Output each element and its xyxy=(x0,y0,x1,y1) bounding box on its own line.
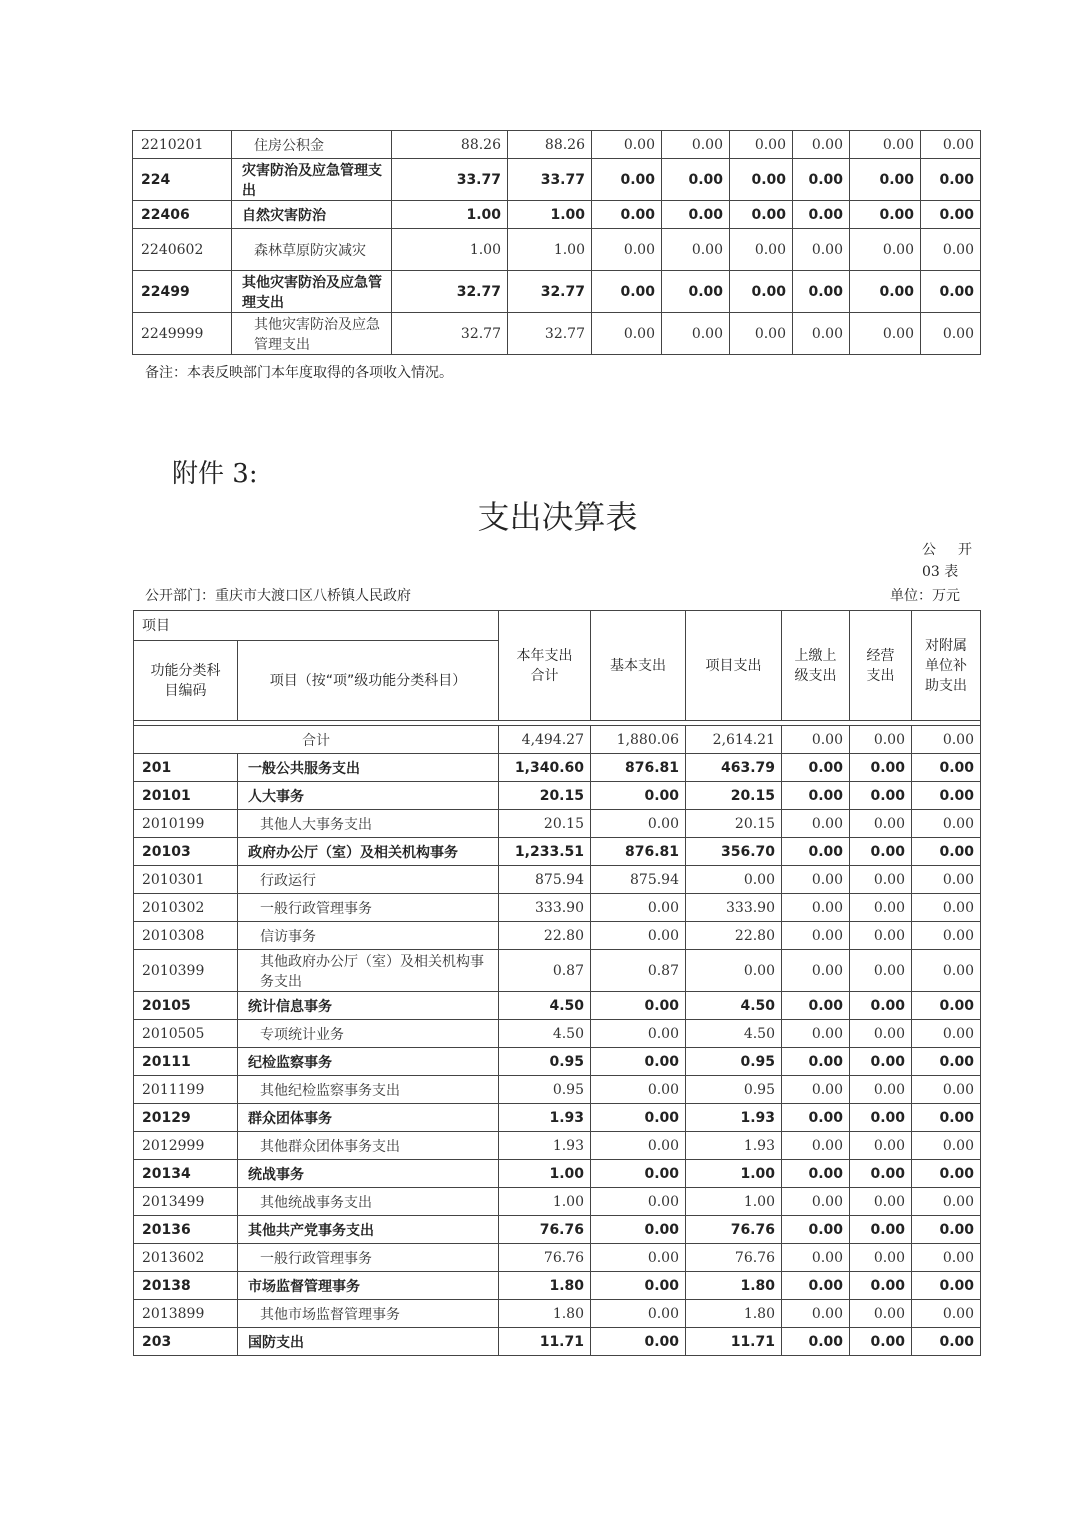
value-cell: 0.00 xyxy=(912,1048,981,1076)
value-cell: 1.93 xyxy=(499,1132,591,1160)
header-project-expenditure: 项目支出 xyxy=(686,611,782,721)
table-row xyxy=(134,1216,981,1244)
value-cell: 0.00 xyxy=(591,992,686,1020)
value-cell: 20.15 xyxy=(686,782,782,810)
value-cell: 0.00 xyxy=(921,271,981,313)
value-cell: 0.00 xyxy=(730,229,793,271)
header-upper-level: 上缴上级支出 xyxy=(782,611,850,721)
value-cell: 0.95 xyxy=(499,1076,591,1104)
value-cell: 0.00 xyxy=(912,1020,981,1048)
value-cell: 1,340.60 xyxy=(499,754,591,782)
value-cell: 0.00 xyxy=(591,1048,686,1076)
value-cell: 32.77 xyxy=(392,313,508,355)
value-cell: 0.00 xyxy=(921,201,981,229)
value-cell: 0.00 xyxy=(591,894,686,922)
table-row xyxy=(134,1244,981,1272)
table-row xyxy=(134,754,981,782)
code-cell: 2013602 xyxy=(134,1244,238,1272)
value-cell: 0.00 xyxy=(793,201,850,229)
code-cell: 22406 xyxy=(133,201,232,229)
value-cell: 0.00 xyxy=(793,131,850,159)
header-project: 项目 xyxy=(134,611,499,641)
value-cell: 0.00 xyxy=(912,1300,981,1328)
table-row xyxy=(134,1188,981,1216)
code-cell: 2240602 xyxy=(133,229,232,271)
value-cell: 1,233.51 xyxy=(499,838,591,866)
name-cell: 专项统计业务 xyxy=(238,1020,499,1048)
value-cell: 0.87 xyxy=(499,950,591,992)
value-cell: 0.00 xyxy=(850,1188,912,1216)
value-cell: 0.00 xyxy=(591,922,686,950)
table-row xyxy=(134,1328,981,1356)
code-cell: 2010301 xyxy=(134,866,238,894)
code-cell: 2013499 xyxy=(134,1188,238,1216)
name-cell: 自然灾害防治 xyxy=(232,201,392,229)
value-cell: 0.00 xyxy=(782,1300,850,1328)
value-cell: 0.00 xyxy=(782,1076,850,1104)
value-cell: 76.76 xyxy=(686,1244,782,1272)
value-cell: 0.00 xyxy=(782,1328,850,1356)
value-cell: 0.00 xyxy=(850,271,921,313)
name-cell: 一般公共服务支出 xyxy=(238,754,499,782)
value-cell: 11.71 xyxy=(499,1328,591,1356)
table-row xyxy=(133,271,981,313)
name-cell: 灾害防治及应急管理支出 xyxy=(232,159,392,201)
value-cell: 0.00 xyxy=(912,1328,981,1356)
value-cell: 0.00 xyxy=(850,201,921,229)
value-cell: 11.71 xyxy=(686,1328,782,1356)
code-cell: 20134 xyxy=(134,1160,238,1188)
value-cell: 0.00 xyxy=(850,1244,912,1272)
value-cell: 0.95 xyxy=(686,1076,782,1104)
value-cell: 0.00 xyxy=(912,922,981,950)
name-cell: 其他灾害防治及应急管理支出 xyxy=(232,313,392,355)
name-cell: 其他纪检监察事务支出 xyxy=(238,1076,499,1104)
value-cell: 0.00 xyxy=(730,201,793,229)
value-cell: 0.00 xyxy=(686,950,782,992)
value-cell: 4.50 xyxy=(686,1020,782,1048)
income-table-continued xyxy=(132,130,981,355)
value-cell: 875.94 xyxy=(591,866,686,894)
name-cell: 国防支出 xyxy=(238,1328,499,1356)
value-cell: 875.94 xyxy=(499,866,591,894)
total-cell: 0.00 xyxy=(912,726,981,754)
value-cell: 0.00 xyxy=(591,1076,686,1104)
value-cell: 0.00 xyxy=(912,1188,981,1216)
code-cell: 2011199 xyxy=(134,1076,238,1104)
value-cell: 0.00 xyxy=(591,782,686,810)
code-cell: 20101 xyxy=(134,782,238,810)
value-cell: 0.00 xyxy=(850,922,912,950)
code-cell: 2010308 xyxy=(134,922,238,950)
value-cell: 876.81 xyxy=(591,838,686,866)
table-note: 备注：本表反映部门本年度取得的各项收入情况。 xyxy=(145,365,453,381)
table-row xyxy=(133,313,981,355)
value-cell: 0.00 xyxy=(850,992,912,1020)
value-cell: 4.50 xyxy=(686,992,782,1020)
table-row xyxy=(134,922,981,950)
value-cell: 0.00 xyxy=(793,229,850,271)
value-cell: 1.00 xyxy=(508,201,592,229)
value-cell: 0.00 xyxy=(850,1272,912,1300)
value-cell: 0.00 xyxy=(850,866,912,894)
department-label: 公开部门：重庆市大渡口区八桥镇人民政府 xyxy=(145,588,411,604)
value-cell: 0.00 xyxy=(591,1216,686,1244)
code-cell: 2010399 xyxy=(134,950,238,992)
value-cell: 1.93 xyxy=(499,1104,591,1132)
table-row xyxy=(134,810,981,838)
value-cell: 333.90 xyxy=(686,894,782,922)
value-cell: 0.00 xyxy=(850,1104,912,1132)
value-cell: 0.00 xyxy=(912,838,981,866)
value-cell: 0.00 xyxy=(782,1020,850,1048)
code-cell: 20111 xyxy=(134,1048,238,1076)
table-row xyxy=(133,159,981,201)
total-cell: 1,880.06 xyxy=(591,726,686,754)
table-number: 公 开 03 表 xyxy=(922,542,972,580)
value-cell: 0.00 xyxy=(782,1216,850,1244)
code-cell: 20136 xyxy=(134,1216,238,1244)
name-cell: 统计信息事务 xyxy=(238,992,499,1020)
value-cell: 32.77 xyxy=(508,313,592,355)
value-cell: 1.80 xyxy=(499,1300,591,1328)
value-cell: 0.00 xyxy=(921,159,981,201)
value-cell: 0.00 xyxy=(782,992,850,1020)
value-cell: 1.00 xyxy=(508,229,592,271)
value-cell: 0.00 xyxy=(850,159,921,201)
value-cell: 0.00 xyxy=(730,271,793,313)
name-cell: 纪检监察事务 xyxy=(238,1048,499,1076)
header-code: 功能分类科目编码 xyxy=(134,641,238,721)
value-cell: 20.15 xyxy=(499,782,591,810)
value-cell: 1.00 xyxy=(392,201,508,229)
value-cell: 1.00 xyxy=(686,1160,782,1188)
value-cell: 0.00 xyxy=(591,1104,686,1132)
table-row xyxy=(134,950,981,992)
value-cell: 0.00 xyxy=(591,1020,686,1048)
value-cell: 0.00 xyxy=(782,1272,850,1300)
value-cell: 76.76 xyxy=(686,1216,782,1244)
value-cell: 0.00 xyxy=(662,271,730,313)
code-cell: 20129 xyxy=(134,1104,238,1132)
table-row xyxy=(134,1300,981,1328)
code-cell: 203 xyxy=(134,1328,238,1356)
name-cell: 行政运行 xyxy=(238,866,499,894)
value-cell: 0.00 xyxy=(591,1272,686,1300)
value-cell: 0.00 xyxy=(782,810,850,838)
total-label: 合计 xyxy=(134,726,499,754)
header-business: 经营支出 xyxy=(850,611,912,721)
value-cell: 876.81 xyxy=(591,754,686,782)
income-table-body xyxy=(133,131,981,355)
name-cell: 市场监督管理事务 xyxy=(238,1272,499,1300)
value-cell: 0.00 xyxy=(592,201,662,229)
table-row xyxy=(134,1272,981,1300)
name-cell: 一般行政管理事务 xyxy=(238,1244,499,1272)
name-cell: 一般行政管理事务 xyxy=(238,894,499,922)
name-cell: 其他政府办公厅（室）及相关机构事务支出 xyxy=(238,950,499,992)
value-cell: 0.00 xyxy=(782,866,850,894)
name-cell: 其他共产党事务支出 xyxy=(238,1216,499,1244)
value-cell: 0.00 xyxy=(912,992,981,1020)
code-cell: 2010505 xyxy=(134,1020,238,1048)
value-cell: 0.00 xyxy=(662,131,730,159)
value-cell: 0.95 xyxy=(499,1048,591,1076)
name-cell: 住房公积金 xyxy=(232,131,392,159)
value-cell: 88.26 xyxy=(392,131,508,159)
value-cell: 1.80 xyxy=(686,1272,782,1300)
expenditure-table-header xyxy=(134,611,981,726)
value-cell: 0.00 xyxy=(850,313,921,355)
name-cell: 群众团体事务 xyxy=(238,1104,499,1132)
code-cell: 2249999 xyxy=(133,313,232,355)
code-cell: 2012999 xyxy=(134,1132,238,1160)
value-cell: 0.00 xyxy=(921,313,981,355)
value-cell: 0.00 xyxy=(686,866,782,894)
value-cell: 0.00 xyxy=(850,1300,912,1328)
value-cell: 76.76 xyxy=(499,1216,591,1244)
value-cell: 0.00 xyxy=(591,1328,686,1356)
value-cell: 0.00 xyxy=(592,271,662,313)
value-cell: 463.79 xyxy=(686,754,782,782)
value-cell: 1.80 xyxy=(686,1300,782,1328)
total-cell: 0.00 xyxy=(782,726,850,754)
value-cell: 22.80 xyxy=(686,922,782,950)
value-cell: 0.00 xyxy=(912,1104,981,1132)
code-cell: 201 xyxy=(134,754,238,782)
table-row xyxy=(134,992,981,1020)
table-row xyxy=(134,1160,981,1188)
table-row xyxy=(134,866,981,894)
value-cell: 32.77 xyxy=(508,271,592,313)
value-cell: 0.00 xyxy=(730,313,793,355)
code-cell: 2010199 xyxy=(134,810,238,838)
value-cell: 4.50 xyxy=(499,1020,591,1048)
value-cell: 0.00 xyxy=(592,229,662,271)
code-cell: 2210201 xyxy=(133,131,232,159)
value-cell: 0.00 xyxy=(912,1132,981,1160)
total-cell: 4,494.27 xyxy=(499,726,591,754)
value-cell: 0.00 xyxy=(912,950,981,992)
value-cell: 1.00 xyxy=(499,1160,591,1188)
name-cell: 其他群众团体事务支出 xyxy=(238,1132,499,1160)
value-cell: 0.00 xyxy=(793,159,850,201)
table-row xyxy=(134,782,981,810)
value-cell: 0.00 xyxy=(730,159,793,201)
value-cell: 1.00 xyxy=(499,1188,591,1216)
table-row xyxy=(134,1048,981,1076)
total-cell: 2,614.21 xyxy=(686,726,782,754)
value-cell: 0.00 xyxy=(850,782,912,810)
value-cell: 0.00 xyxy=(782,1132,850,1160)
value-cell: 0.00 xyxy=(912,754,981,782)
table-row xyxy=(134,1076,981,1104)
code-cell: 22499 xyxy=(133,271,232,313)
value-cell: 0.00 xyxy=(592,131,662,159)
value-cell: 0.00 xyxy=(592,313,662,355)
value-cell: 0.00 xyxy=(850,838,912,866)
value-cell: 20.15 xyxy=(686,810,782,838)
value-cell: 1.00 xyxy=(392,229,508,271)
value-cell: 0.00 xyxy=(912,1160,981,1188)
value-cell: 0.00 xyxy=(921,131,981,159)
header-item: 项目（按“项”级功能分类科目） xyxy=(238,641,499,721)
value-cell: 33.77 xyxy=(508,159,592,201)
value-cell: 0.00 xyxy=(912,1272,981,1300)
header-subsidy: 对附属单位补助支出 xyxy=(912,611,981,721)
value-cell: 0.87 xyxy=(591,950,686,992)
attachment-number: 3: xyxy=(232,459,258,489)
value-cell: 0.00 xyxy=(912,894,981,922)
header-total: 本年支出合计 xyxy=(499,611,591,721)
value-cell: 0.00 xyxy=(850,1132,912,1160)
expenditure-table-body xyxy=(134,726,981,1356)
value-cell: 0.00 xyxy=(793,271,850,313)
table-row xyxy=(134,1132,981,1160)
value-cell: 0.00 xyxy=(850,1048,912,1076)
code-cell: 20138 xyxy=(134,1272,238,1300)
value-cell: 0.00 xyxy=(850,229,921,271)
value-cell: 0.00 xyxy=(591,1300,686,1328)
value-cell: 88.26 xyxy=(508,131,592,159)
name-cell: 其他统战事务支出 xyxy=(238,1188,499,1216)
value-cell: 0.00 xyxy=(782,1048,850,1076)
value-cell: 1.80 xyxy=(499,1272,591,1300)
value-cell: 0.95 xyxy=(686,1048,782,1076)
value-cell: 0.00 xyxy=(850,1160,912,1188)
value-cell: 22.80 xyxy=(499,922,591,950)
table-row xyxy=(134,1020,981,1048)
value-cell: 0.00 xyxy=(850,1020,912,1048)
table-row xyxy=(133,131,981,159)
value-cell: 1.93 xyxy=(686,1132,782,1160)
value-cell: 0.00 xyxy=(921,229,981,271)
value-cell: 0.00 xyxy=(912,782,981,810)
total-cell: 0.00 xyxy=(850,726,912,754)
table-row xyxy=(133,201,981,229)
value-cell: 33.77 xyxy=(392,159,508,201)
value-cell: 0.00 xyxy=(662,313,730,355)
code-cell: 224 xyxy=(133,159,232,201)
value-cell: 0.00 xyxy=(912,866,981,894)
value-cell: 0.00 xyxy=(850,894,912,922)
value-cell: 0.00 xyxy=(782,1244,850,1272)
value-cell: 0.00 xyxy=(591,1160,686,1188)
value-cell: 356.70 xyxy=(686,838,782,866)
name-cell: 人大事务 xyxy=(238,782,499,810)
value-cell: 0.00 xyxy=(912,1076,981,1104)
attachment-heading xyxy=(172,453,258,490)
value-cell: 0.00 xyxy=(782,950,850,992)
value-cell: 0.00 xyxy=(782,1160,850,1188)
code-cell: 2010302 xyxy=(134,894,238,922)
value-cell: 0.00 xyxy=(782,922,850,950)
value-cell: 0.00 xyxy=(591,1188,686,1216)
table-row xyxy=(133,229,981,271)
total-row xyxy=(134,726,981,754)
value-cell: 4.50 xyxy=(499,992,591,1020)
attachment-label: 附件 xyxy=(172,459,225,489)
value-cell: 0.00 xyxy=(912,1244,981,1272)
table-row xyxy=(134,838,981,866)
value-cell: 0.00 xyxy=(591,1132,686,1160)
value-cell: 0.00 xyxy=(591,810,686,838)
code-cell: 20105 xyxy=(134,992,238,1020)
value-cell: 0.00 xyxy=(850,754,912,782)
value-cell: 0.00 xyxy=(591,1244,686,1272)
value-cell: 0.00 xyxy=(782,1104,850,1132)
value-cell: 0.00 xyxy=(662,201,730,229)
value-cell: 0.00 xyxy=(850,1328,912,1356)
value-cell: 32.77 xyxy=(392,271,508,313)
value-cell: 0.00 xyxy=(782,894,850,922)
name-cell: 森林草原防灾减灾 xyxy=(232,229,392,271)
value-cell: 0.00 xyxy=(782,838,850,866)
value-cell: 0.00 xyxy=(912,1216,981,1244)
code-cell: 20103 xyxy=(134,838,238,866)
name-cell: 其他人大事务支出 xyxy=(238,810,499,838)
name-cell: 信访事务 xyxy=(238,922,499,950)
unit-label: 单位：万元 xyxy=(890,588,960,604)
value-cell: 0.00 xyxy=(912,810,981,838)
value-cell: 0.00 xyxy=(782,754,850,782)
value-cell: 76.76 xyxy=(499,1244,591,1272)
value-cell: 0.00 xyxy=(662,229,730,271)
table-row xyxy=(134,894,981,922)
value-cell: 20.15 xyxy=(499,810,591,838)
expenditure-table xyxy=(133,610,981,1356)
value-cell: 0.00 xyxy=(782,1188,850,1216)
value-cell: 0.00 xyxy=(730,131,793,159)
value-cell: 0.00 xyxy=(592,159,662,201)
value-cell: 333.90 xyxy=(499,894,591,922)
value-cell: 0.00 xyxy=(850,810,912,838)
name-cell: 其他市场监督管理事务 xyxy=(238,1300,499,1328)
name-cell: 政府办公厅（室）及相关机构事务 xyxy=(238,838,499,866)
value-cell: 0.00 xyxy=(850,950,912,992)
name-cell: 统战事务 xyxy=(238,1160,499,1188)
value-cell: 1.00 xyxy=(686,1188,782,1216)
value-cell: 0.00 xyxy=(782,782,850,810)
value-cell: 0.00 xyxy=(850,1216,912,1244)
value-cell: 0.00 xyxy=(850,131,921,159)
name-cell: 其他灾害防治及应急管理支出 xyxy=(232,271,392,313)
value-cell: 0.00 xyxy=(662,159,730,201)
header-basic: 基本支出 xyxy=(591,611,686,721)
value-cell: 1.93 xyxy=(686,1104,782,1132)
value-cell: 0.00 xyxy=(793,313,850,355)
table-row xyxy=(134,1104,981,1132)
code-cell: 2013899 xyxy=(134,1300,238,1328)
page-title: 支出决算表 xyxy=(477,498,638,536)
value-cell: 0.00 xyxy=(850,1076,912,1104)
